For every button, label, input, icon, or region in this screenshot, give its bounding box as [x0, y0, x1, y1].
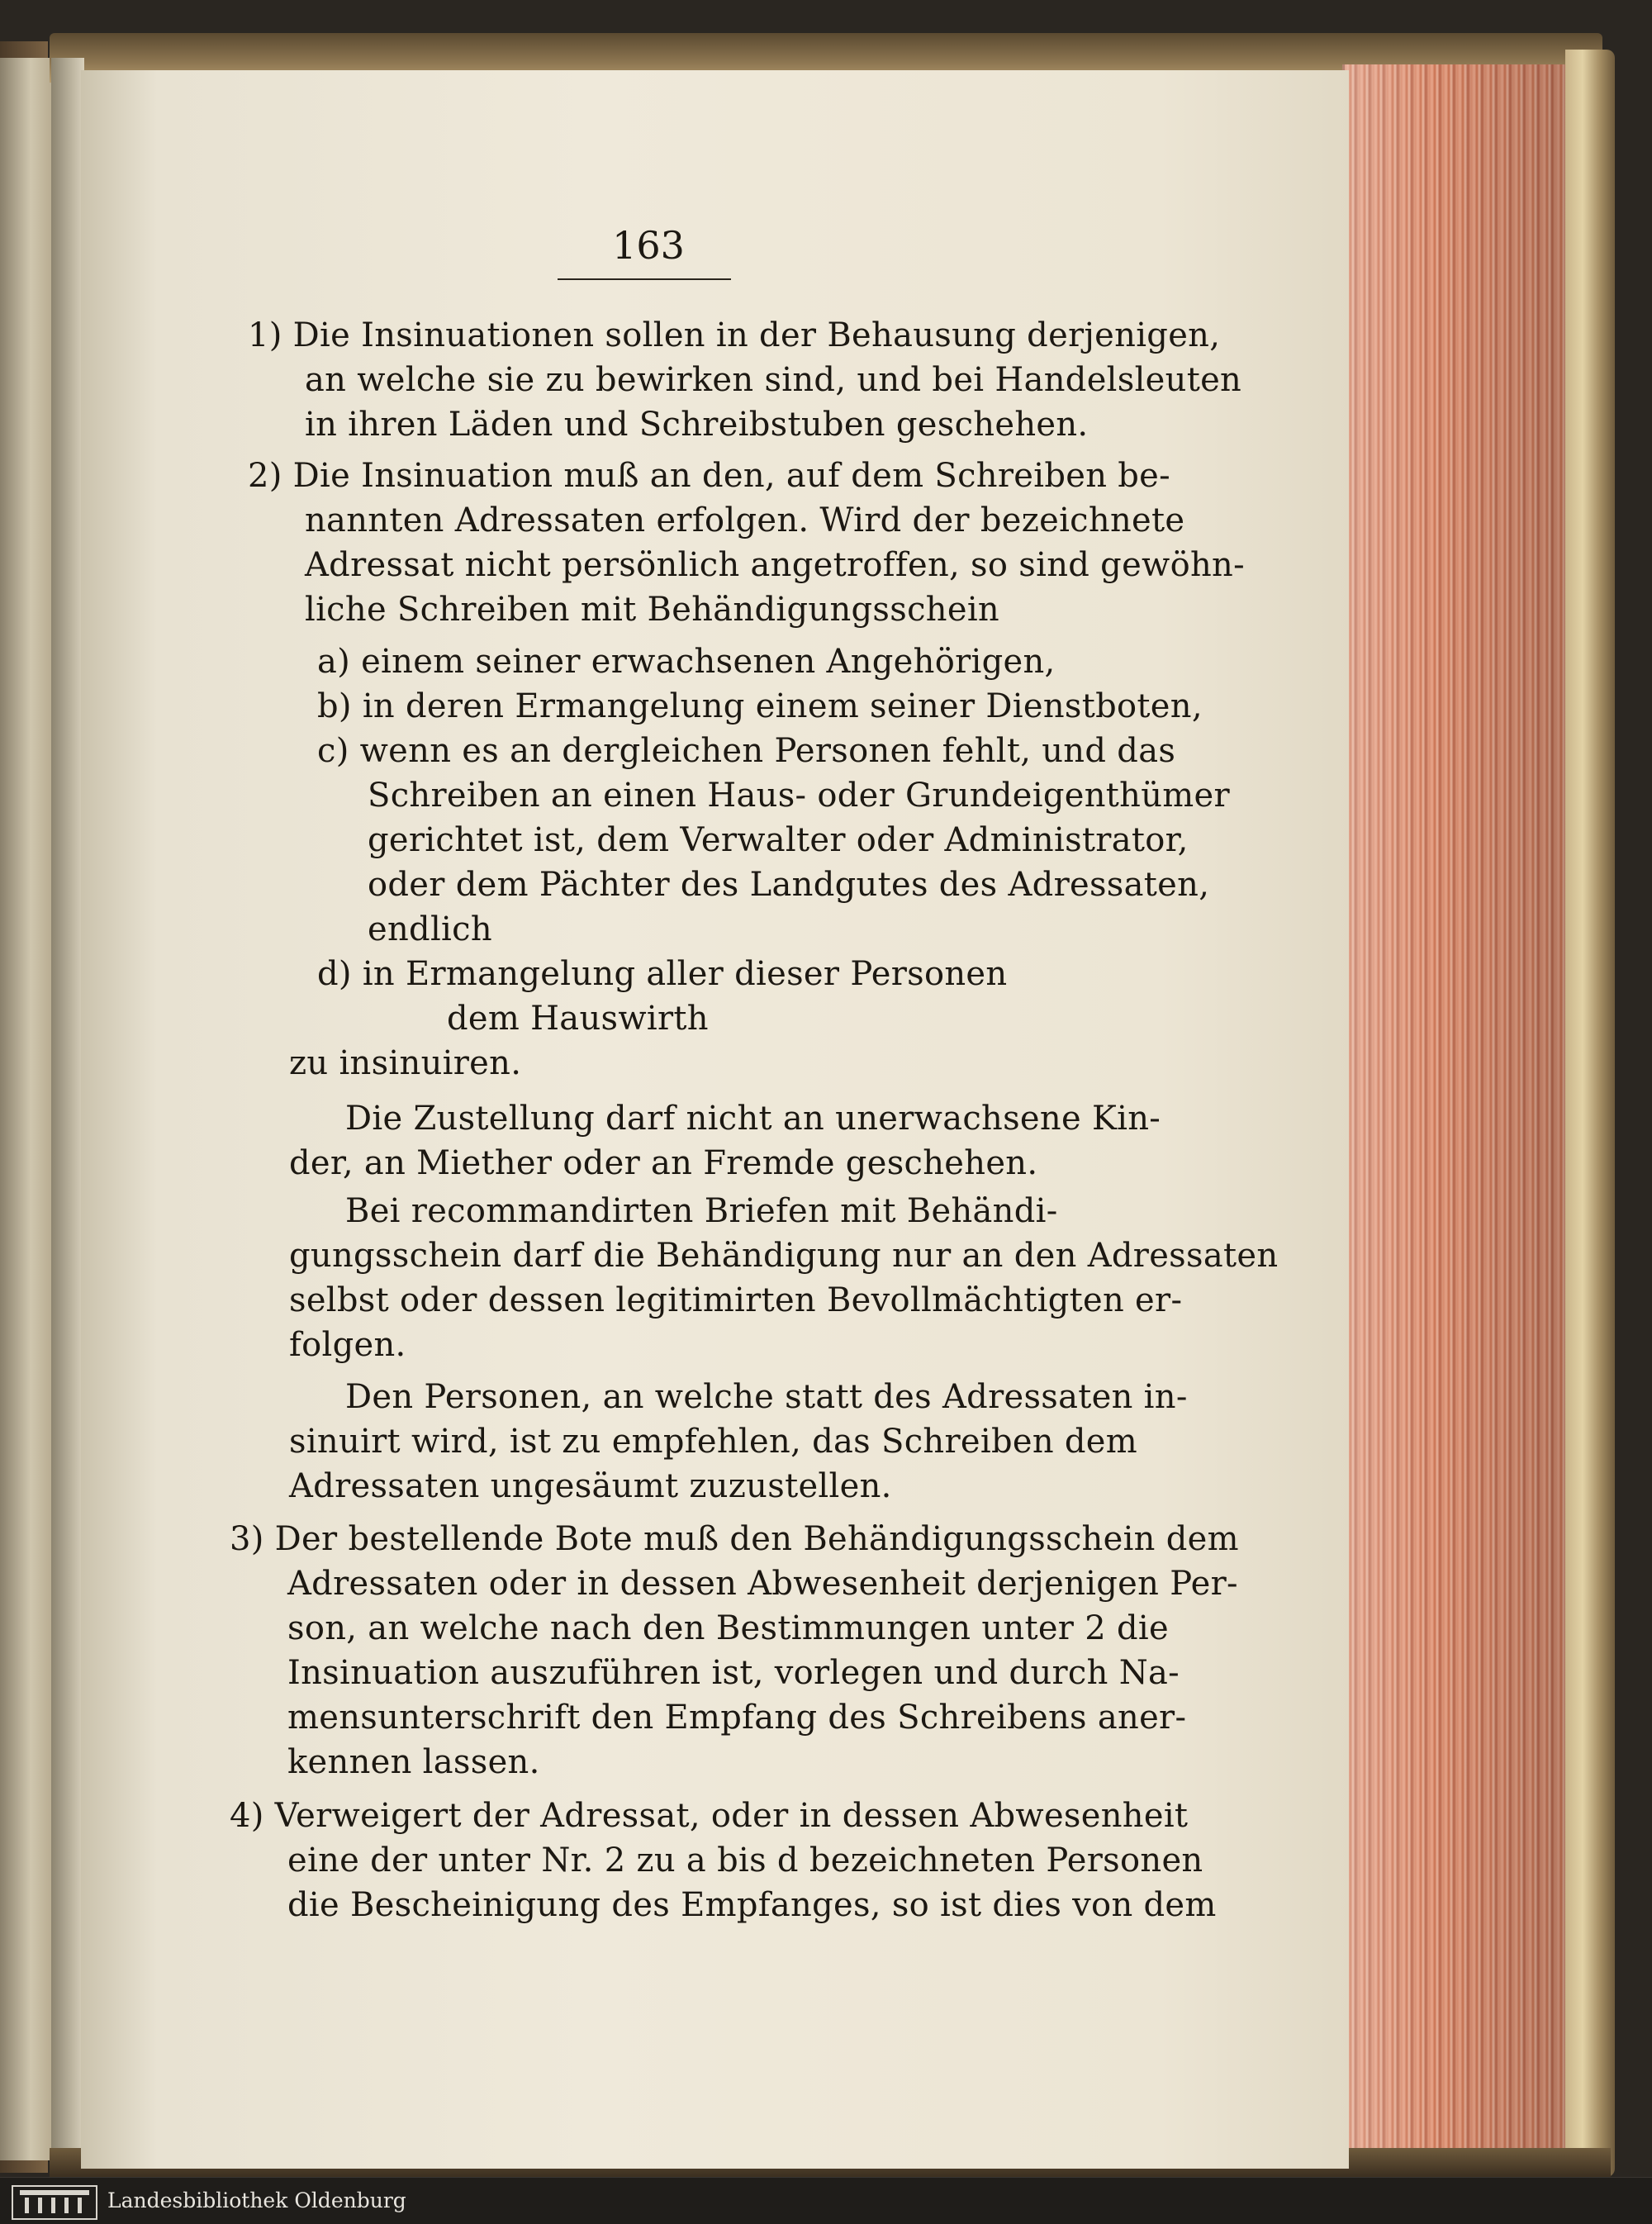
footer-bar — [0, 2177, 1652, 2224]
text-line: in ihren Läden und Schreibstuben geschehen. — [305, 406, 1089, 444]
text-line: 4) Verweigert der Adressat, oder in dessen Abwesenheit — [230, 1797, 1189, 1835]
text-line: gerichtet ist, dem Verwalter oder Administrator, — [368, 821, 1189, 859]
text-line: Den Personen, an welche statt des Adressaten in- — [345, 1378, 1188, 1416]
text-line: nannten Adressaten erfolgen. Wird der bezeichnete — [305, 501, 1185, 539]
page-edges-shading — [1342, 64, 1574, 2175]
text-line: oder dem Pächter des Landgutes des Adressaten, — [368, 866, 1210, 904]
text-line: 2) Die Insinuation muß an den, auf dem Schreiben be- — [248, 457, 1170, 495]
text-line: son, an welche nach den Bestimmungen unter 2 die — [287, 1609, 1169, 1647]
left-page-sliver — [0, 58, 51, 2160]
text-line: kennen lassen. — [287, 1743, 540, 1781]
text-line: Insinuation auszuführen ist, vorlegen und durch Na- — [287, 1654, 1180, 1692]
library-name[interactable]: Landesbibliothek Oldenburg — [107, 2188, 406, 2212]
list-item: c) wenn es an dergleichen Personen fehlt, und das — [317, 732, 1176, 770]
text-line: 1) Die Insinuationen sollen in der Behausung derjenigen, — [248, 316, 1221, 354]
text-line: der, an Miether oder an Fremde geschehen. — [289, 1144, 1038, 1182]
text-line: endlich — [368, 910, 492, 948]
text-line: Die Zustellung darf nicht an unerwachsene Kin- — [345, 1100, 1161, 1138]
text-line: gungsschein darf die Behändigung nur an den Adressaten — [289, 1237, 1279, 1275]
text-line: Schreiben an einen Haus- oder Grundeigenthümer — [368, 777, 1230, 815]
text-line: an welche sie zu bewirken sind, und bei Handelsleuten — [305, 361, 1242, 399]
text-line: mensunterschrift den Empfang des Schreibens aner- — [287, 1699, 1187, 1737]
text-line: eine der unter Nr. 2 zu a bis d bezeichneten Personen — [287, 1841, 1203, 1879]
list-item: d) in Ermangelung aller dieser Personen — [317, 955, 1008, 993]
book-cover-right — [1565, 50, 1615, 2177]
text-line: sinuirt wird, ist zu empfehlen, das Schreiben dem — [289, 1423, 1138, 1461]
text-line: zu insinuiren. — [289, 1044, 522, 1082]
page-gutter — [51, 58, 84, 2173]
text-line: folgen. — [289, 1326, 406, 1364]
text-line: liche Schreiben mit Behändigungsschein — [305, 591, 999, 629]
text-line: Adressat nicht persönlich angetroffen, so sind gewöhn- — [305, 546, 1245, 584]
text-line: die Bescheinigung des Empfanges, so ist dies von dem — [287, 1886, 1217, 1924]
text-line: Adressaten oder in dessen Abwesenheit derjenigen Per- — [287, 1565, 1238, 1603]
page-number: 163 — [612, 223, 685, 268]
text-line: Bei recommandirten Briefen mit Behändi- — [345, 1192, 1058, 1230]
text-line: selbst oder dessen legitimirten Bevollmächtigten er- — [289, 1281, 1183, 1319]
list-item: a) einem seiner erwachsenen Angehörigen, — [317, 643, 1056, 681]
text-line: Adressaten ungesäumt zuzustellen. — [289, 1467, 892, 1505]
list-item: b) in deren Ermangelung einem seiner Dienstboten, — [317, 687, 1203, 725]
page-number-rule — [558, 278, 731, 280]
text-line: 3) Der bestellende Bote muß den Behändigungsschein dem — [230, 1520, 1239, 1558]
text-line: dem Hauswirth — [447, 1000, 709, 1038]
library-building-icon — [12, 2185, 97, 2220]
